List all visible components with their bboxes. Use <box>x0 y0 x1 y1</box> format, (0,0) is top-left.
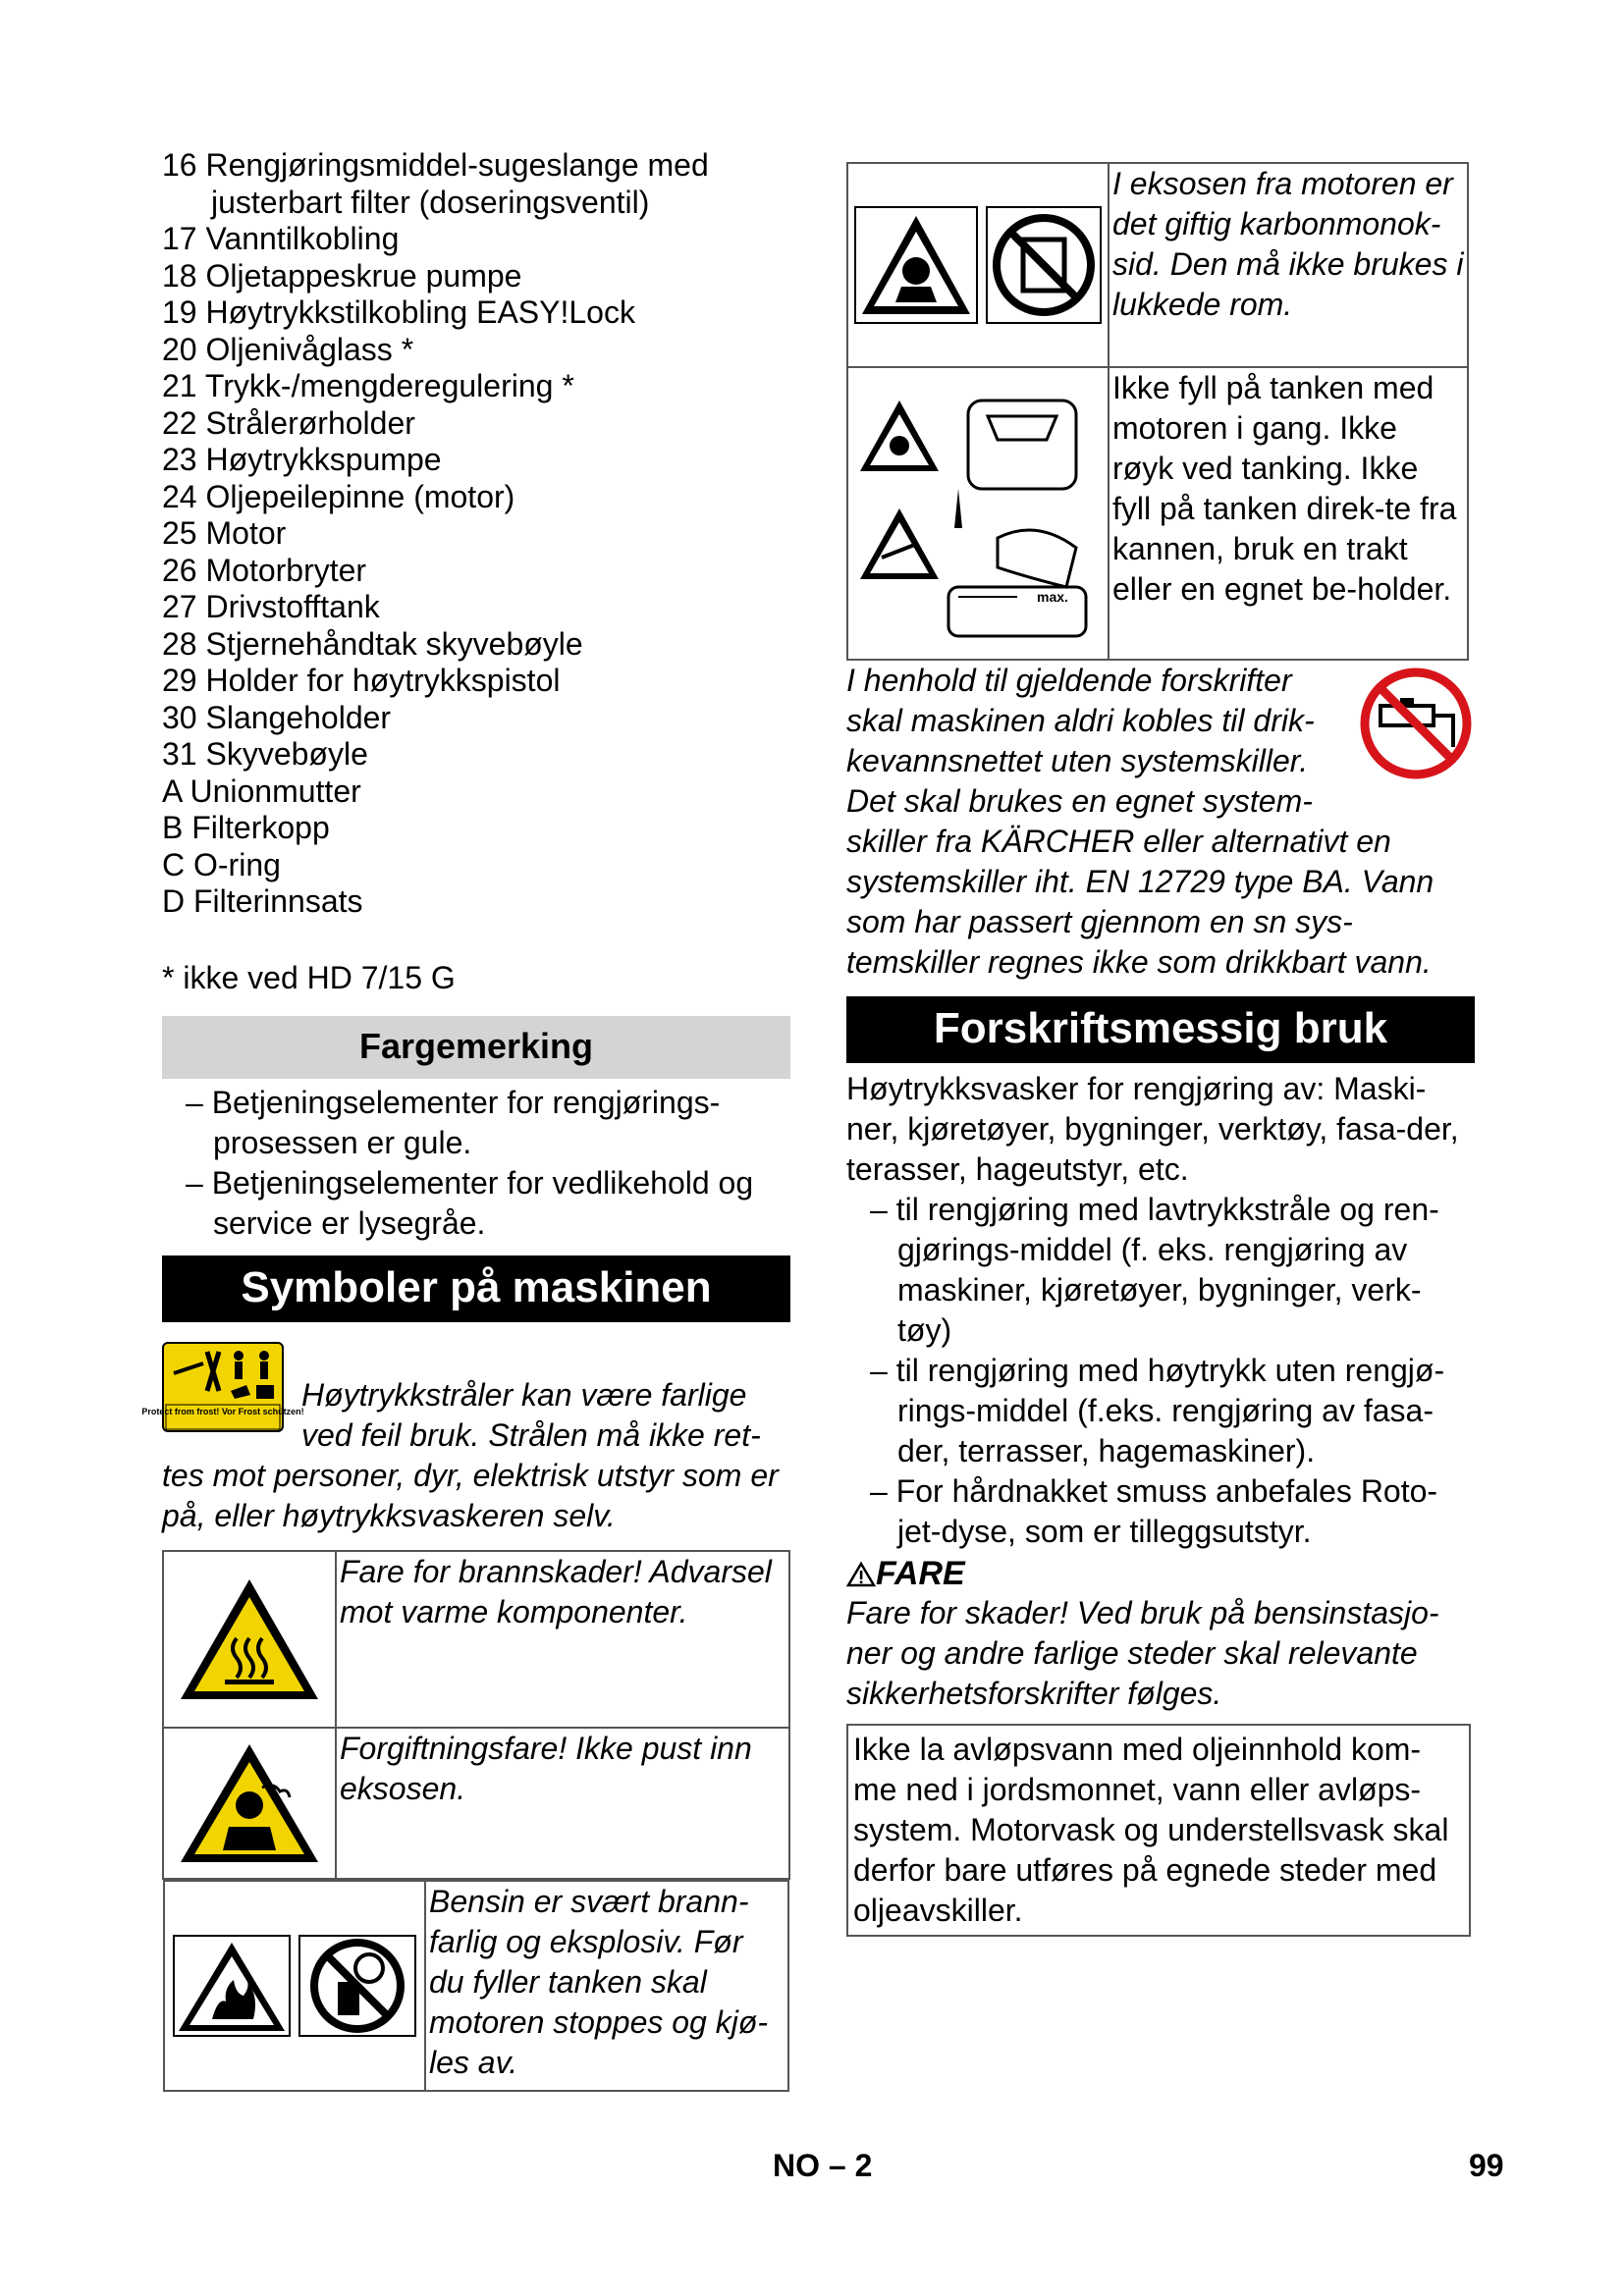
toxic-gas-warning-icon <box>854 206 978 324</box>
list-item: 21 Trykk-/mengderegulering * <box>162 368 574 403</box>
list-item: – Betjeningselementer for vedlikehold og service er lysegråe. <box>186 1164 754 1241</box>
list-item: C O-ring <box>162 846 281 882</box>
refueling-warning-icon <box>860 381 1096 646</box>
parts-list <box>162 147 790 921</box>
use-intro: Høytrykksvasker for rengjøring av: Maski-ner, kjøretøyer, bygninger, verktøy, fasa-der, terasser, hageutstyr, etc. <box>846 1071 1459 1187</box>
no-closed-room-icon <box>986 206 1102 324</box>
table-cell-text: I eksosen fra motoren er det giftig karbonmonok-sid. Den må ikke brukes i lukkede rom. <box>1109 163 1468 367</box>
toxic-fumes-warning-icon <box>176 1740 323 1866</box>
list-item: 28 Stjernehåndtak skyvebøyle <box>162 625 583 662</box>
regulation-block <box>846 661 1475 983</box>
hot-surface-warning-icon <box>176 1574 323 1705</box>
list-item: – til rengjøring med høytrykk uten rengjø-rings-middel (f.eks. rengjøring av fasa-der, terrasser, hagemaskiner). <box>870 1353 1445 1468</box>
danger-label: FARE <box>876 1555 965 1592</box>
symbols-intro-block <box>141 1340 790 1536</box>
danger-heading <box>846 1554 1475 1593</box>
list-item: 25 Motor <box>162 515 287 551</box>
flammable-warning-icon <box>173 1935 291 2037</box>
list-item: 27 Drivstofftank <box>162 589 380 624</box>
table-row <box>163 1728 789 1879</box>
list-item: 24 Oljepeilepinne (motor) <box>162 478 515 514</box>
regulation-text: I henhold til gjeldende forskrifter skal maskinen aldri kobles til drik-kevannsnettet uten systemskiller. Det skal brukes en egnet system-skiller fra KÄRCHER eller alternativt en systemskiller iht. EN 12729 type BA. Vann som har passert gjennom en sn sys-temskiller regnes ikke som drikkbart vann. <box>846 663 1435 980</box>
footnote: * ikke ved HD 7/15 G <box>162 959 456 995</box>
list-item: B Filterkopp <box>162 810 330 845</box>
list-item: 19 Høytrykkstilkobling EASY!Lock <box>162 294 635 330</box>
table-row <box>164 1881 788 2091</box>
table-row <box>847 163 1468 367</box>
symbol-table-left <box>162 1550 790 2092</box>
list-item: – til rengjøring med lavtrykkstråle og ren-gjørings-middel (f. eks. rengjøring av maskiner, kjøretøyer, bygninger, verk-tøy) <box>870 1192 1439 1348</box>
list-item: D Filterinnsats <box>162 883 363 919</box>
page-number: 99 <box>1469 2148 1504 2183</box>
list-item: 26 Motorbryter <box>162 552 367 588</box>
table-cell-text: Fare for brannskader! Advarsel mot varme komponenter. <box>336 1551 789 1728</box>
table-cell-text: Ikke fyll på tanken med motoren i gang. Ikke røyk ved tanking. Ikke fyll på tanken direk-te fra kannen, bruk en trakt eller en egnet be-holder. <box>1109 367 1468 660</box>
list-item: 16 Rengjøringsmiddel-sugeslange med justerbart filter (doseringsventil) <box>162 147 709 220</box>
section-heading-symbols: Symboler på maskinen <box>162 1255 790 1322</box>
symbols-intro-text: Høytrykkstråler kan være farlige ved feil bruk. Strålen må ikke ret-tes mot personer, dyr, elektrisk utstyr som er på, eller høytrykksvaskeren selv. <box>162 1376 779 1533</box>
list-item: 17 Vanntilkobling <box>162 221 400 256</box>
list-item: 29 Holder for høytrykkspistol <box>162 663 561 698</box>
section-number: NO – 2 <box>773 2148 873 2183</box>
section-heading-use: Forskriftsmessig bruk <box>846 996 1475 1063</box>
no-refuel-running-icon <box>298 1935 416 2037</box>
list-item: A Unionmutter <box>162 773 361 809</box>
frost-label: Protect from frost! Vor Frost schützen! <box>141 1406 304 1416</box>
right-column <box>846 162 1475 1937</box>
list-item: – For hårdnakket smuss anbefales Roto-jet-dyse, som er tilleggsutstyr. <box>870 1473 1438 1549</box>
list-item: 22 Strålerørholder <box>162 404 415 441</box>
danger-triangle-icon <box>846 1562 876 1587</box>
table-row <box>163 1551 789 1728</box>
section-heading-color: Fargemerking <box>162 1016 790 1079</box>
environment-notice-text: Ikke la avløpsvann med oljeinnhold kom-me ned i jordsmonnet, vann eller avløps-system. Motorvask og understellsvask skal derfor bare utføres på egnede steder med oljeavskiller. <box>853 1732 1449 1928</box>
left-column <box>141 147 790 2092</box>
no-drinking-water-connection-icon <box>1357 665 1475 782</box>
table-row <box>163 1879 789 2092</box>
list-item: 30 Slangeholder <box>162 699 392 735</box>
use-list <box>846 1190 1475 1552</box>
color-list <box>162 1083 790 1244</box>
environment-notice-box <box>846 1724 1471 1937</box>
table-row <box>847 367 1468 660</box>
table-cell-text: Bensin er svært brann-farlig og eksplosiv. Før du fyller tanken skal motoren stoppes og kjø-les av. <box>425 1881 788 2091</box>
frost-warning-sign-icon <box>141 1342 304 1432</box>
list-item: 18 Oljetappeskrue pumpe <box>162 257 522 294</box>
symbol-table-right <box>846 162 1469 661</box>
list-item: 31 Skyvebøyle <box>162 736 368 772</box>
list-item: 20 Oljenivåglass * <box>162 331 414 367</box>
list-item: 23 Høytrykkspumpe <box>162 442 442 477</box>
danger-text: Fare for skader! Ved bruk på bensinstasjo-ner og andre farlige steder skal relevante sikkerhetsforskrifter følges. <box>846 1595 1439 1711</box>
symbol-table-nested <box>163 1880 789 2092</box>
list-item: – Betjeningselementer for rengjørings-prosessen er gule. <box>186 1084 721 1160</box>
table-cell-text: Forgiftningsfare! Ikke pust inn eksosen. <box>336 1728 789 1879</box>
max-label: max. <box>1037 589 1068 605</box>
